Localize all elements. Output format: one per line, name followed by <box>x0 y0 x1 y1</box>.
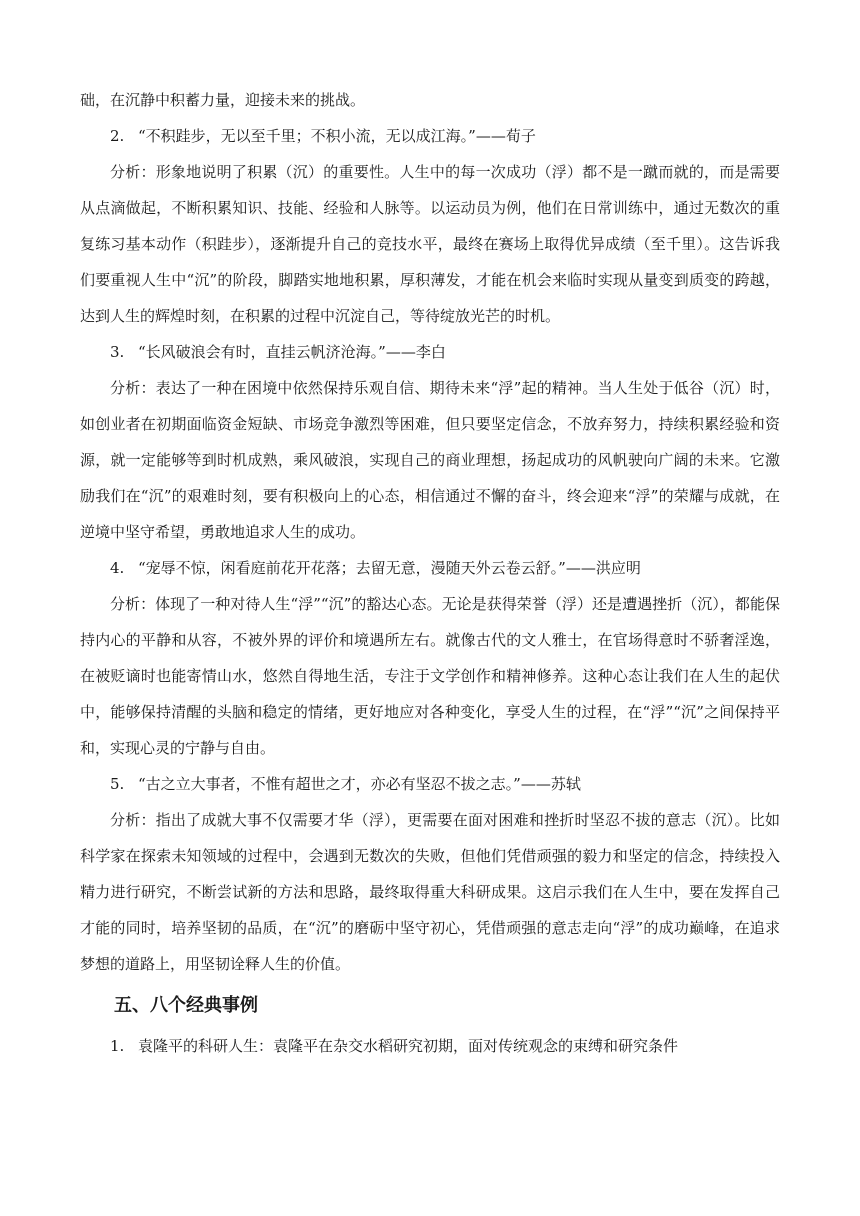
example-text: 袁隆平的科研人生：袁隆平在杂交水稻研究初期，面对传统观念的束缚和研究条件 <box>138 1037 679 1055</box>
quote-text: “长风破浪会有时，直挂云帆济沧海。”——李白 <box>138 343 446 361</box>
quote-item <box>80 766 780 982</box>
quote-number: 2. <box>110 127 125 145</box>
quote-number: 3. <box>110 343 125 361</box>
example-number: 1. <box>110 1037 125 1055</box>
quote-analysis: 分析：指出了成就大事不仅需要才华（浮），更需要在面对困难和挫折时坚忍不拔的意志（沉）。比如科学家在探索未知领域的过程中，会遇到无数次的失败，但他们凭借顽强的毅力和坚定的信念，持续投入精力进行研究，不断尝试新的方法和思路，最终取得重大科研成果。这启示我们在人生中，要在发挥自己才能的同时，培养坚韧的品质，在“沉”的磨砺中坚守初心，凭借顽强的意志走向“浮”的成功巅峰，在追求梦想的道路上，用坚韧诠释人生的价值。 <box>80 811 780 973</box>
quote-item <box>80 118 780 334</box>
quote-number: 5. <box>110 775 125 793</box>
intro-continuation: 础，在沉静中积蓄力量，迎接未来的挑战。 <box>80 91 366 109</box>
quote-item <box>80 550 780 766</box>
quote-text: “不积跬步，无以至千里；不积小流，无以成江海。”——荀子 <box>138 127 536 145</box>
quote-analysis: 分析：形象地说明了积累（沉）的重要性。人生中的每一次成功（浮）都不是一蹴而就的，而是需要从点滴做起，不断积累知识、技能、经验和人脉等。以运动员为例，他们在日常训练中，通过无数次的重复练习基本动作（积跬步），逐渐提升自己的竞技水平，最终在赛场上取得优异成绩（至千里）。这告诉我们要重视人生中“沉”的阶段，脚踏实地地积累，厚积薄发，才能在机会来临时实现从量变到质变的跨越，达到人生的辉煌时刻，在积累的过程中沉淀自己，等待绽放光芒的时机。 <box>80 163 780 325</box>
example-item <box>80 1028 780 1064</box>
quote-analysis: 分析：体现了一种对待人生“浮”“沉”的豁达心态。无论是获得荣誉（浮）还是遭遇挫折（沉），都能保持内心的平静和从容，不被外界的评价和境遇所左右。就像古代的文人雅士，在官场得意时不骄奢淫逸，在被贬谪时也能寄情山水，悠然自得地生活，专注于文学创作和精神修养。这种心态让我们在人生的起伏中，能够保持清醒的头脑和稳定的情绪，更好地应对各种变化，享受人生的过程，在“浮”“沉”之间保持平和，实现心灵的宁静与自由。 <box>80 595 780 757</box>
quote-analysis: 分析：表达了一种在困境中依然保持乐观自信、期待未来“浮”起的精神。当人生处于低谷（沉）时，如创业者在初期面临资金短缺、市场竞争激烈等困难，但只要坚定信念，不放弃努力，持续积累经验和资源，就一定能够等到时机成熟，乘风破浪，实现自己的商业理想，扬起成功的风帆驶向广阔的未来。它激励我们在“沉”的艰难时刻，要有积极向上的心态，相信通过不懈的奋斗，终会迎来“浮”的荣耀与成就，在逆境中坚守希望，勇敢地追求人生的成功。 <box>80 379 780 541</box>
document-body <box>80 82 780 1064</box>
quote-text: “宠辱不惊，闲看庭前花开花落；去留无意，漫随天外云卷云舒。”——洪应明 <box>138 559 641 577</box>
quote-text: “古之立大事者，不惟有超世之才，亦必有坚忍不拔之志。”——苏轼 <box>138 775 581 793</box>
quote-item <box>80 334 780 550</box>
section-heading: 五、八个经典事例 <box>114 995 258 1016</box>
quote-number: 4. <box>110 559 125 577</box>
